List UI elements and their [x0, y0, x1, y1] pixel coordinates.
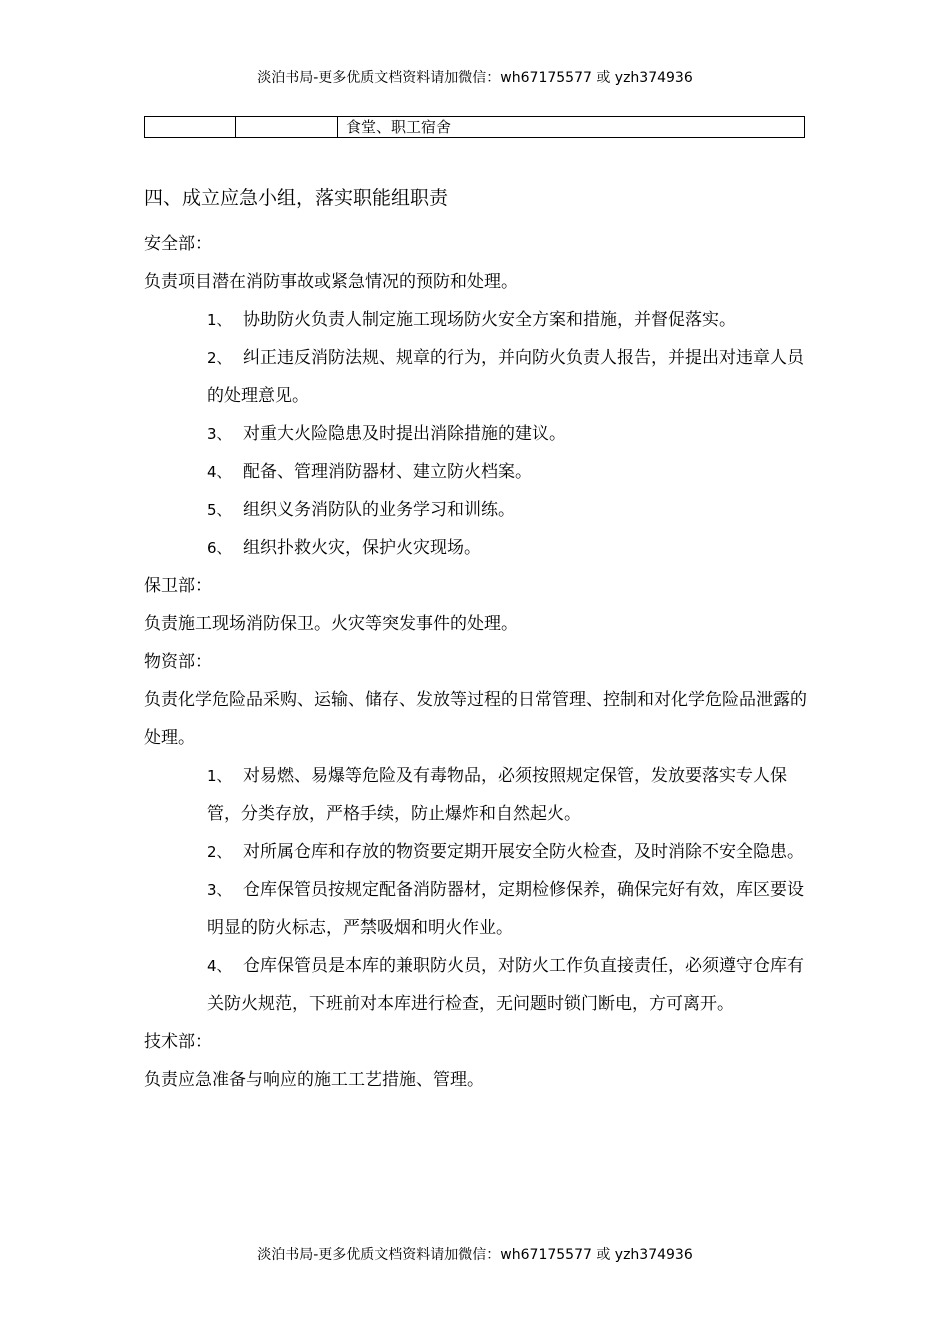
- item-number: 1、: [207, 767, 232, 785]
- item-number: 3、: [207, 881, 232, 899]
- list-item: [144, 757, 809, 833]
- item-number: 6、: [207, 539, 232, 557]
- page-footer: 淡泊书局-更多优质文档资料请加微信：wh67175577 或 yzh374936: [257, 1247, 693, 1263]
- table-cell: [236, 117, 338, 138]
- list-item: [144, 339, 809, 415]
- table-row: [145, 117, 805, 138]
- list-item: [144, 301, 809, 339]
- item-number: 4、: [207, 957, 232, 975]
- technical-heading: 技术部：: [144, 1032, 212, 1052]
- item-text: 仓库保管员是本库的兼职防火员，对防火工作负直接责任，必须遵守仓库有关防火规范，下班前对本库进行检查，无问题时锁门断电，方可离开。: [207, 956, 804, 1014]
- item-text: 纠正违反消防法规、规章的行为，并向防火负责人报告，并提出对违章人员的处理意见。: [207, 348, 804, 406]
- continued-table: [144, 116, 805, 138]
- item-number: 4、: [207, 463, 232, 481]
- item-number: 3、: [207, 425, 232, 443]
- document-body: [144, 225, 809, 1099]
- item-text: 配备、管理消防器材、建立防火档案。: [243, 462, 532, 482]
- list-item: [144, 871, 809, 947]
- guard-duty: 负责施工现场消防保卫。火灾等突发事件的处理。: [144, 614, 518, 634]
- item-text: 对易燃、易爆等危险及有毒物品，必须按照规定保管，发放要落实专人保管，分类存放，严格手续，防止爆炸和自然起火。: [207, 766, 787, 824]
- item-text: 对重大火险隐患及时提出消除措施的建议。: [243, 424, 566, 444]
- list-item: [144, 453, 809, 491]
- technical-duty: 负责应急准备与响应的施工工艺措施、管理。: [144, 1070, 484, 1090]
- table-cell: [145, 117, 236, 138]
- list-item: [144, 833, 809, 871]
- security-duty: 负责项目潜在消防事故或紧急情况的预防和处理。: [144, 272, 518, 292]
- list-item: [144, 947, 809, 1023]
- list-item: [144, 415, 809, 453]
- item-number: 2、: [207, 843, 232, 861]
- page-header: 淡泊书局-更多优质文档资料请加微信：wh67175577 或 yzh374936: [257, 70, 693, 86]
- materials-heading: 物资部：: [144, 652, 212, 672]
- list-item: [144, 491, 809, 529]
- item-text: 协助防火负责人制定施工现场防火安全方案和措施，并督促落实。: [243, 310, 736, 330]
- table-cell: 食堂、职工宿舍: [338, 117, 805, 138]
- materials-duty: 负责化学危险品采购、运输、储存、发放等过程的日常管理、控制和对化学危险品泄露的处理。: [144, 690, 807, 748]
- item-text: 仓库保管员按规定配备消防器材，定期检修保养，确保完好有效，库区要设明显的防火标志，严禁吸烟和明火作业。: [207, 880, 804, 938]
- item-number: 2、: [207, 349, 232, 367]
- item-number: 5、: [207, 501, 232, 519]
- section-title: 四、成立应急小组，落实职能组职责: [144, 187, 449, 209]
- item-text: 组织扑救火灾，保护火灾现场。: [243, 538, 481, 558]
- list-item: [144, 529, 809, 567]
- item-number: 1、: [207, 311, 232, 329]
- item-text: 组织义务消防队的业务学习和训练。: [243, 500, 515, 520]
- item-text: 对所属仓库和存放的物资要定期开展安全防火检查，及时消除不安全隐患。: [243, 842, 804, 862]
- security-heading: 安全部：: [144, 234, 212, 254]
- guard-heading: 保卫部：: [144, 576, 212, 596]
